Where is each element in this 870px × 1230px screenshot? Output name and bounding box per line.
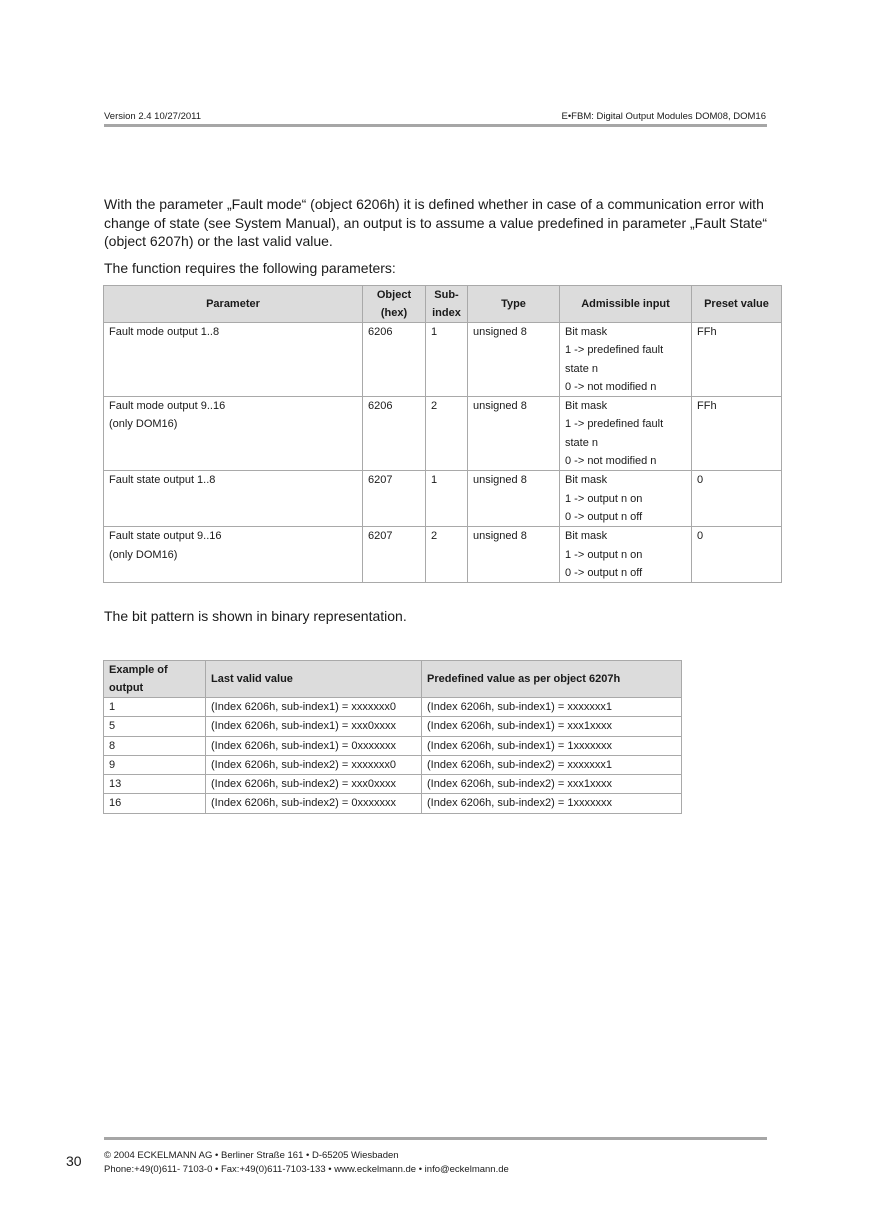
table-cell: (Index 6206h, sub-index1) = xxx0xxxx [206,717,422,736]
col-header: Predefined value as per object 6207h [422,661,682,698]
table-cell: 2 [426,527,468,583]
table-row [104,717,682,736]
cell-line: 1 -> output n on [565,492,643,505]
cell-line: 1 -> predefined fault [565,344,664,357]
table-cell [104,397,363,471]
table-cell: (Index 6206h, sub-index1) = 0xxxxxxx [206,736,422,755]
table-cell: (Index 6206h, sub-index2) = 0xxxxxxx [206,794,422,813]
cell-line: Bit mask [565,400,608,413]
col-header: Sub-index [426,286,468,323]
table-cell: FFh [692,397,782,471]
footer-rule [104,1137,767,1140]
table-row [104,755,682,774]
table-row [104,775,682,794]
header-rule [104,124,767,127]
table-row [104,471,782,527]
col-header: Parameter [104,286,363,323]
header-version: Version 2.4 10/27/2011 [104,111,202,122]
table-cell: 8 [104,736,206,755]
table-cell: (Index 6206h, sub-index2) = xxxxxxx1 [422,755,682,774]
col-header: Type [468,286,560,323]
table-row [104,527,782,583]
cell-line: 0 -> output n off [565,510,643,523]
col-header: Admissible input [560,286,692,323]
table-cell: FFh [692,323,782,397]
table-cell [104,471,363,527]
table-row [104,794,682,813]
cell-line: Bit mask [565,326,608,338]
table-cell [560,397,692,471]
parameter-table [103,285,782,583]
table-cell: (Index 6206h, sub-index2) = xxx1xxxx [422,775,682,794]
table-row [104,698,682,717]
table-cell: 1 [426,323,468,397]
col-header: Last valid value [206,661,422,698]
table-cell: 0 [692,471,782,527]
table-cell: unsigned 8 [468,527,560,583]
cell-line: 0 -> output n off [565,566,643,579]
table-cell: 1 [104,698,206,717]
table-cell: 13 [104,775,206,794]
col-header: Example of output [104,661,206,698]
table-cell: 6207 [363,471,426,527]
table-header-row [104,661,682,698]
cell-line: Fault mode output 1..8 [109,326,220,338]
table-cell: unsigned 8 [468,471,560,527]
cell-line: state n [565,436,599,449]
cell-line: 0 -> not modified n [565,380,657,393]
table-cell: 1 [426,471,468,527]
cell-line: Bit mask [565,530,608,543]
table-cell: 6206 [363,397,426,471]
table-cell: unsigned 8 [468,323,560,397]
footer-contact: Phone:+49(0)611- 7103-0 • Fax:+49(0)611-7103-133 • www.eckelmann.de • info@eckelmann.de [104,1164,509,1175]
table-cell: 6207 [363,527,426,583]
intro-paragraph: With the parameter „Fault mode“ (object 6206h) it is defined whether in case of a communication error with change of state (see System Manual), an output is to assume a value predefined in parameter „Fault State“ (object 6207h) or the last valid value. [104,196,768,250]
cell-line: Fault state output 1..8 [109,474,216,487]
table-cell: 9 [104,755,206,774]
cell-line: 1 -> output n on [565,548,643,561]
col-header: Object (hex) [363,286,426,323]
cell-line: Fault state output 9..16 [109,530,222,543]
table-header-row [104,286,782,323]
table-row [104,736,682,755]
header-title: E•FBM: Digital Output Modules DOM08, DOM16 [561,111,766,122]
table-cell [560,323,692,397]
cell-line: 1 -> predefined fault [565,418,664,431]
table-cell [104,527,363,583]
cell-line: (only DOM16) [109,418,178,431]
table-cell: 16 [104,794,206,813]
table-cell [560,471,692,527]
table-cell: (Index 6206h, sub-index2) = xxx0xxxx [206,775,422,794]
table-cell [560,527,692,583]
cell-line: Bit mask [565,474,608,487]
table-cell: 6206 [363,323,426,397]
table-row [104,397,782,471]
bit-pattern-note: The bit pattern is shown in binary representation. [104,608,407,624]
table-cell: (Index 6206h, sub-index1) = xxx1xxxx [422,717,682,736]
col-header: Preset value [692,286,782,323]
table-cell: (Index 6206h, sub-index2) = xxxxxxx0 [206,755,422,774]
table-cell: 2 [426,397,468,471]
function-paragraph: The function requires the following parameters: [104,260,396,276]
table-cell: (Index 6206h, sub-index1) = 1xxxxxxx [422,736,682,755]
table-cell: 5 [104,717,206,736]
cell-line: state n [565,362,599,375]
example-table [103,660,682,814]
table-cell: 0 [692,527,782,583]
footer-address: © 2004 ECKELMANN AG • Berliner Straße 161 • D-65205 Wiesbaden [104,1150,399,1161]
table-cell [104,323,363,397]
table-cell: (Index 6206h, sub-index2) = 1xxxxxxx [422,794,682,813]
cell-line: 0 -> not modified n [565,455,657,468]
cell-line: (only DOM16) [109,548,178,561]
table-row [104,323,782,397]
page-number: 30 [66,1153,82,1169]
table-cell: (Index 6206h, sub-index1) = xxxxxxx0 [206,698,422,717]
table-cell: (Index 6206h, sub-index1) = xxxxxxx1 [422,698,682,717]
cell-line: Fault mode output 9..16 [109,400,226,413]
table-cell: unsigned 8 [468,397,560,471]
